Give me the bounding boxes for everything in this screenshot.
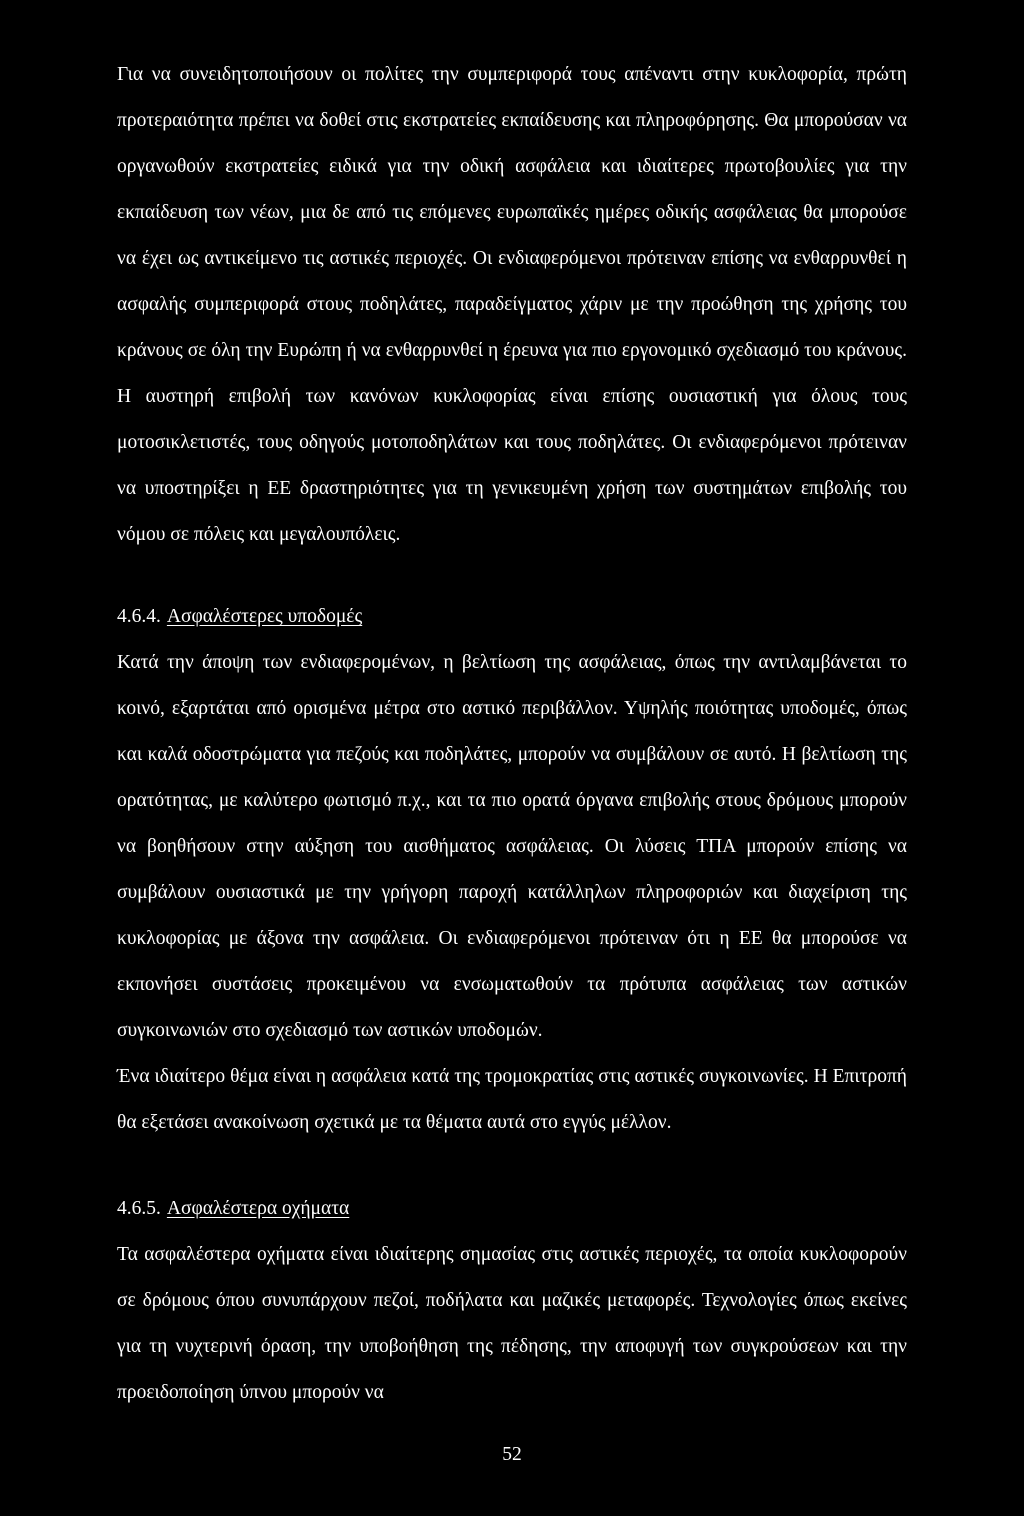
page-number: 52 [502, 1444, 522, 1465]
body-paragraph: Κατά την άποψη των ενδιαφερομένων, η βελτίωση της ασφάλειας, όπως την αντιλαμβάνεται το κοινό, εξαρτάται από ορισμένα μέτρα στο αστικό περιβάλλον. Υψηλής ποιότητας υποδομές, όπως και καλά οδοστρώματα για πεζούς και ποδηλάτες, μπορούν να συμβάλουν σε αυτό. Η βελτίωση της ορατότητας, με καλύτερο φωτισμό π.χ., και τα πιο ορατά όργανα επιβολής στους δρόμους μπορούν να βοηθήσουν στην αύξηση του αισθήματος ασφάλειας. Οι λύσεις ΤΠΑ μπορούν επίσης να συμβάλουν ουσιαστικά με την γρήγορη παροχή κατάλληλων πληροφοριών και διαχείριση της κυκλοφορίας με άξονα την ασφάλεια. Οι ενδιαφερόμενοι πρότειναν ότι η ΕΕ θα μπορούσε να εκπονήσει συστάσεις προκειμένου να ενσωματωθούν τα πρότυπα ασφάλειας των αστικών συγκοινωνιών στο σχεδιασμό των αστικών υποδομών. [117, 652, 907, 1041]
section-spacer [117, 1146, 907, 1186]
section-spacer [117, 558, 907, 594]
body-paragraph: Τα ασφαλέστερα οχήματα είναι ιδιαίτερης σημασίας στις αστικές περιοχές, τα οποία κυκλοφορούν σε δρόμους όπου συνυπάρχουν πεζοί, ποδήλατα και μαζικές μεταφορές. Τεχνολογίες όπως εκείνες για τη νυχτερινή όραση, την υποβοήθηση της πέδησης, την αποφυγή των συγκρούσεων και την προειδοποίηση ύπνου μπορούν να [117, 1244, 907, 1403]
section-title: Ασφαλέστερα οχήματα [166, 1198, 350, 1219]
document-page [117, 52, 907, 1416]
body-paragraph: Για να συνειδητοποιήσουν οι πολίτες την συμπεριφορά τους απέναντι στην κυκλοφορία, πρώτη προτεραιότητα πρέπει να δοθεί στις εκστρατείες εκπαίδευσης και πληροφόρησης. Θα μπορούσαν να οργανωθούν εκστρατείες ειδικά για την οδική ασφάλεια και ιδιαίτερες πρωτοβουλίες για την εκπαίδευση των νέων, μια δε από τις επόμενες ευρωπαϊκές ημέρες οδικής ασφάλειας θα μπορούσε να έχει ως αντικείμενο τις αστικές περιοχές. Οι ενδιαφερόμενοι πρότειναν επίσης να ενθαρρυνθεί η ασφαλής συμπεριφορά στους ποδηλάτες, παραδείγματος χάριν με την προώθηση της χρήσης του κράνους σε όλη την Ευρώπη ή να ενθαρρυνθεί η έρευνα για πιο εργονομικό σχεδιασμό του κράνους. Η αυστηρή επιβολή των κανόνων κυκλοφορίας είναι επίσης ουσιαστική για όλους τους μοτοσικλετιστές, τους οδηγούς μοτοποδηλάτων και τους ποδηλάτες. Οι ενδιαφερόμενοι πρότειναν να υποστηρίξει η ΕΕ δραστηριότητες για τη γενικευμένη χρήση των συστημάτων επιβολής του νόμου σε πόλεις και μεγαλουπόλεις. [117, 64, 907, 545]
section-title: Ασφαλέστερες υποδομές [166, 606, 363, 627]
section-heading [117, 594, 907, 640]
body-paragraph: Ένα ιδιαίτερο θέμα είναι η ασφάλεια κατά της τρομοκρατίας στις αστικές συγκοινωνίες. Η Επιτροπή θα εξετάσει ανακοίνωση σχετικά με τα θέματα αυτά στο εγγύς μέλλον. [117, 1066, 907, 1133]
section-number: 4.6.5. [117, 1198, 161, 1219]
section-number: 4.6.4. [117, 606, 161, 627]
section-heading [117, 1186, 907, 1232]
